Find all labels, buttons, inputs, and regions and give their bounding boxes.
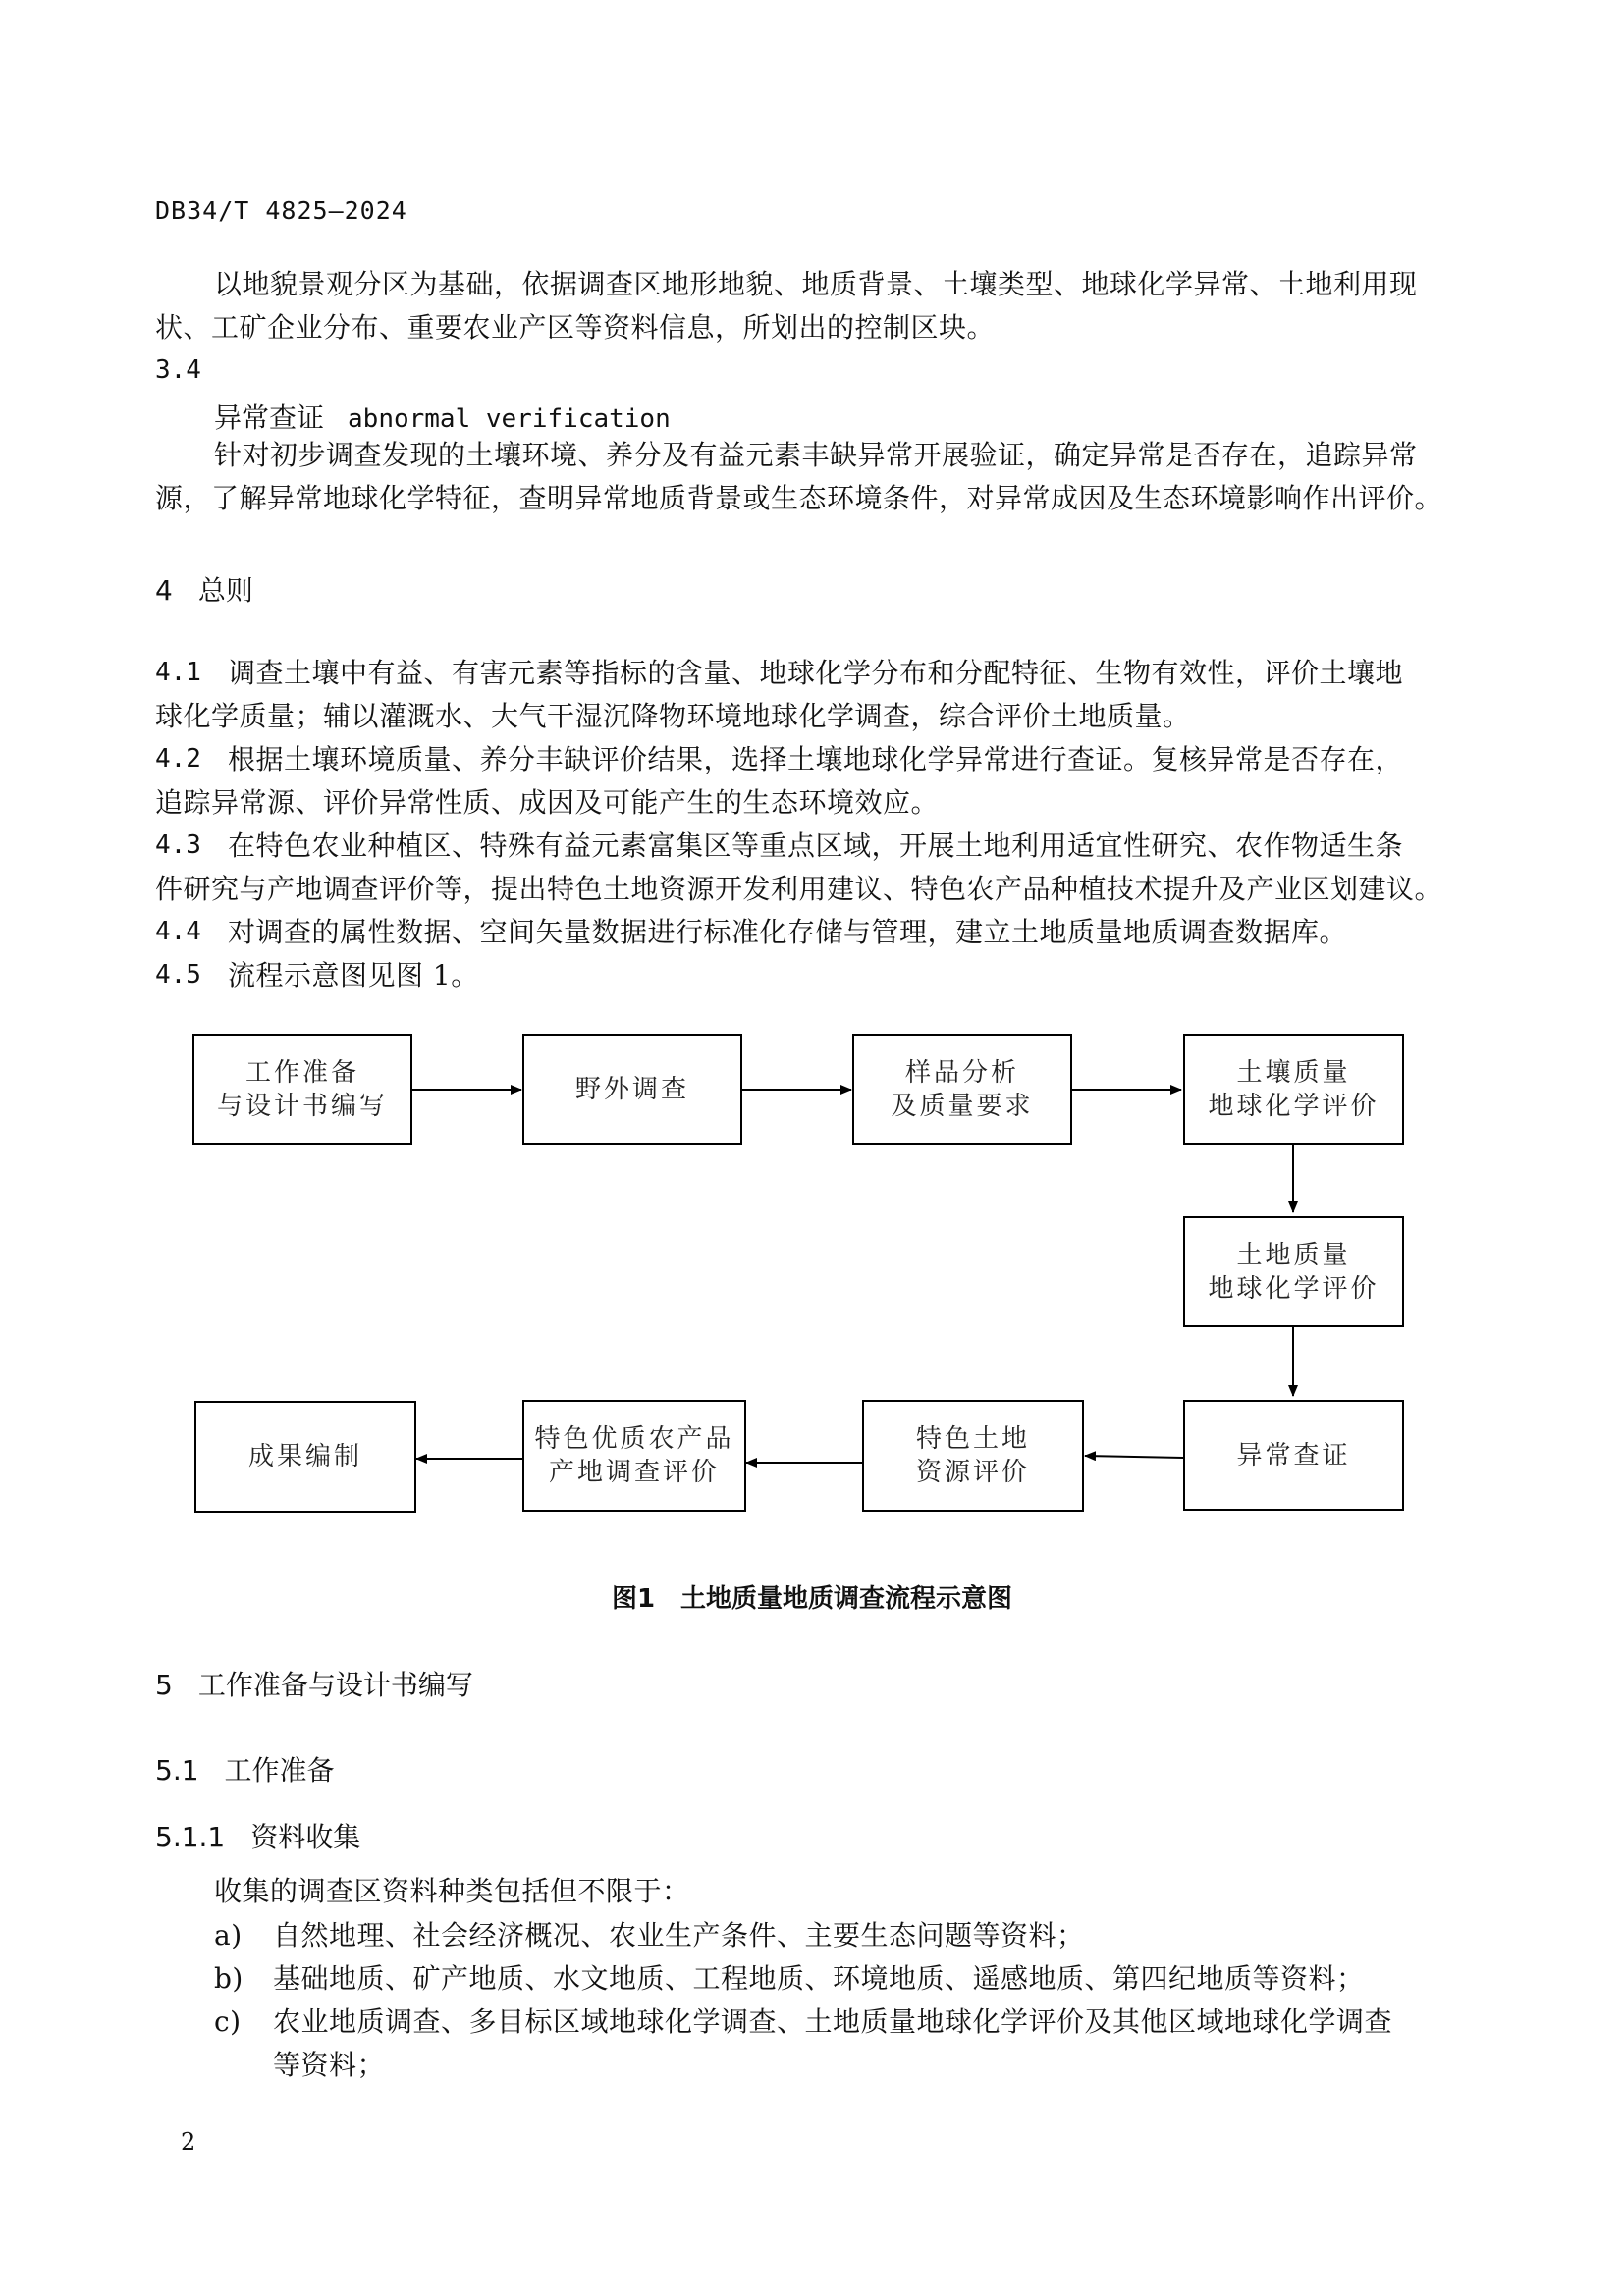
section-5-1-number: 5.1 bbox=[155, 1754, 199, 1787]
section-4-number: 4 bbox=[155, 574, 173, 607]
section-4-title: 总则 bbox=[197, 574, 253, 607]
flow-node-soil-eval: 土壤质量 地球化学评价 bbox=[1183, 1034, 1404, 1145]
item-4-3-line-2: 件研究与产地调查评价等，提出特色土地资源开发利用建议、特色农产品种植技术提升及产业区划建议。 bbox=[155, 873, 1443, 905]
figure-caption: 图1 土地质量地质调查流程示意图 bbox=[611, 1584, 1013, 1614]
section-5-1-1-title: 资料收集 bbox=[250, 1821, 361, 1853]
flow-node-anomaly: 异常查证 bbox=[1183, 1400, 1404, 1511]
term-3-3-def-line-1: 以地貌景观分区为基础，依据调查区地形地貌、地质背景、土壤类型、地球化学异常、土地利用现 bbox=[214, 268, 1418, 300]
flow-node-resource: 特色土地 资源评价 bbox=[862, 1400, 1084, 1512]
item-4-2-line-1: 根据土壤环境质量、养分丰缺评价结果，选择土壤地球化学异常进行查证。复核异常是否存在， bbox=[228, 743, 1404, 775]
page-number: 2 bbox=[181, 2128, 196, 2156]
list-item-b-line-1: 基础地质、矿产地质、水文地质、工程地质、环境地质、遥感地质、第四纪地质等资料； bbox=[273, 1962, 1365, 1995]
section-5-1-1-number: 5.1.1 bbox=[155, 1821, 226, 1853]
section-5-1-heading bbox=[155, 1749, 335, 1789]
list-item-a-line-1: 自然地理、社会经济概况、农业生产条件、主要生态问题等资料； bbox=[273, 1919, 1085, 1951]
flow-node-product: 特色优质农产品 产地调查评价 bbox=[522, 1400, 746, 1512]
list-item-b-label: b) bbox=[214, 1962, 244, 1995]
item-4-2-line-2: 追踪异常源、评价异常性质、成因及可能产生的生态环境效应。 bbox=[155, 786, 940, 819]
item-4-1-line-1: 调查土壤中有益、有害元素等指标的含量、地球化学分布和分配特征、生物有效性，评价土壤地 bbox=[228, 657, 1404, 689]
item-4-5-line-1: 流程示意图见图 1。 bbox=[228, 959, 479, 991]
term-3-4-number: 3.4 bbox=[155, 355, 201, 385]
arrow-anomaly-to-resource bbox=[1085, 1456, 1183, 1458]
item-4-2-number: 4.2 bbox=[155, 744, 201, 774]
section-5-heading bbox=[155, 1664, 473, 1703]
term-3-4-en: abnormal verification bbox=[348, 404, 671, 434]
list-item-c-line-2: 等资料； bbox=[273, 2049, 386, 2081]
section-5-1-1-heading bbox=[155, 1816, 360, 1855]
term-3-4-def-line-2: 源，了解异常地球化学特征，查明异常地质背景或生态环境条件，对异常成因及生态环境影响作出评价。 bbox=[155, 482, 1443, 514]
term-3-4-zh: 异常查证 bbox=[214, 401, 325, 434]
flow-node-prep: 工作准备 与设计书编写 bbox=[192, 1034, 412, 1145]
item-4-5-number: 4.5 bbox=[155, 960, 201, 989]
flow-node-field: 野外调查 bbox=[522, 1034, 742, 1145]
flow-node-sample: 样品分析 及质量要求 bbox=[852, 1034, 1072, 1145]
term-3-4-def-line-1: 针对初步调查发现的土壤环境、养分及有益元素丰缺异常开展验证，确定异常是否存在，追踪异常 bbox=[214, 439, 1418, 471]
term-3-3-def-line-2: 状、工矿企业分布、重要农业产区等资料信息，所划出的控制区块。 bbox=[155, 311, 996, 344]
document-id: DB34/T 4825—2024 bbox=[155, 196, 407, 225]
item-4-4-line-1: 对调查的属性数据、空间矢量数据进行标准化存储与管理，建立土地质量地质调查数据库。 bbox=[228, 916, 1348, 948]
item-4-4-number: 4.4 bbox=[155, 917, 201, 946]
item-4-3-line-1: 在特色农业种植区、特殊有益元素富集区等重点区域，开展土地利用适宜性研究、农作物适生条 bbox=[228, 829, 1404, 862]
item-4-1-line-2: 球化学质量；辅以灌溉水、大气干湿沉降物环境地球化学调查，综合评价土地质量。 bbox=[155, 700, 1191, 732]
section-5-title: 工作准备与设计书编写 bbox=[197, 1669, 473, 1701]
list-item-a-label: a) bbox=[214, 1919, 243, 1951]
item-4-1-number: 4.1 bbox=[155, 658, 201, 687]
flow-node-land-eval: 土地质量 地球化学评价 bbox=[1183, 1216, 1404, 1327]
section-5-1-1-intro: 收集的调查区资料种类包括但不限于： bbox=[214, 1875, 690, 1907]
flow-node-result: 成果编制 bbox=[194, 1401, 416, 1513]
list-item-c-line-1: 农业地质调查、多目标区域地球化学调查、土地质量地球化学评价及其他区域地球化学调查 bbox=[273, 2005, 1393, 2038]
section-5-1-title: 工作准备 bbox=[224, 1754, 335, 1787]
item-4-3-number: 4.3 bbox=[155, 830, 201, 860]
list-item-c-label: c) bbox=[214, 2005, 242, 2038]
section-5-number: 5 bbox=[155, 1669, 173, 1701]
